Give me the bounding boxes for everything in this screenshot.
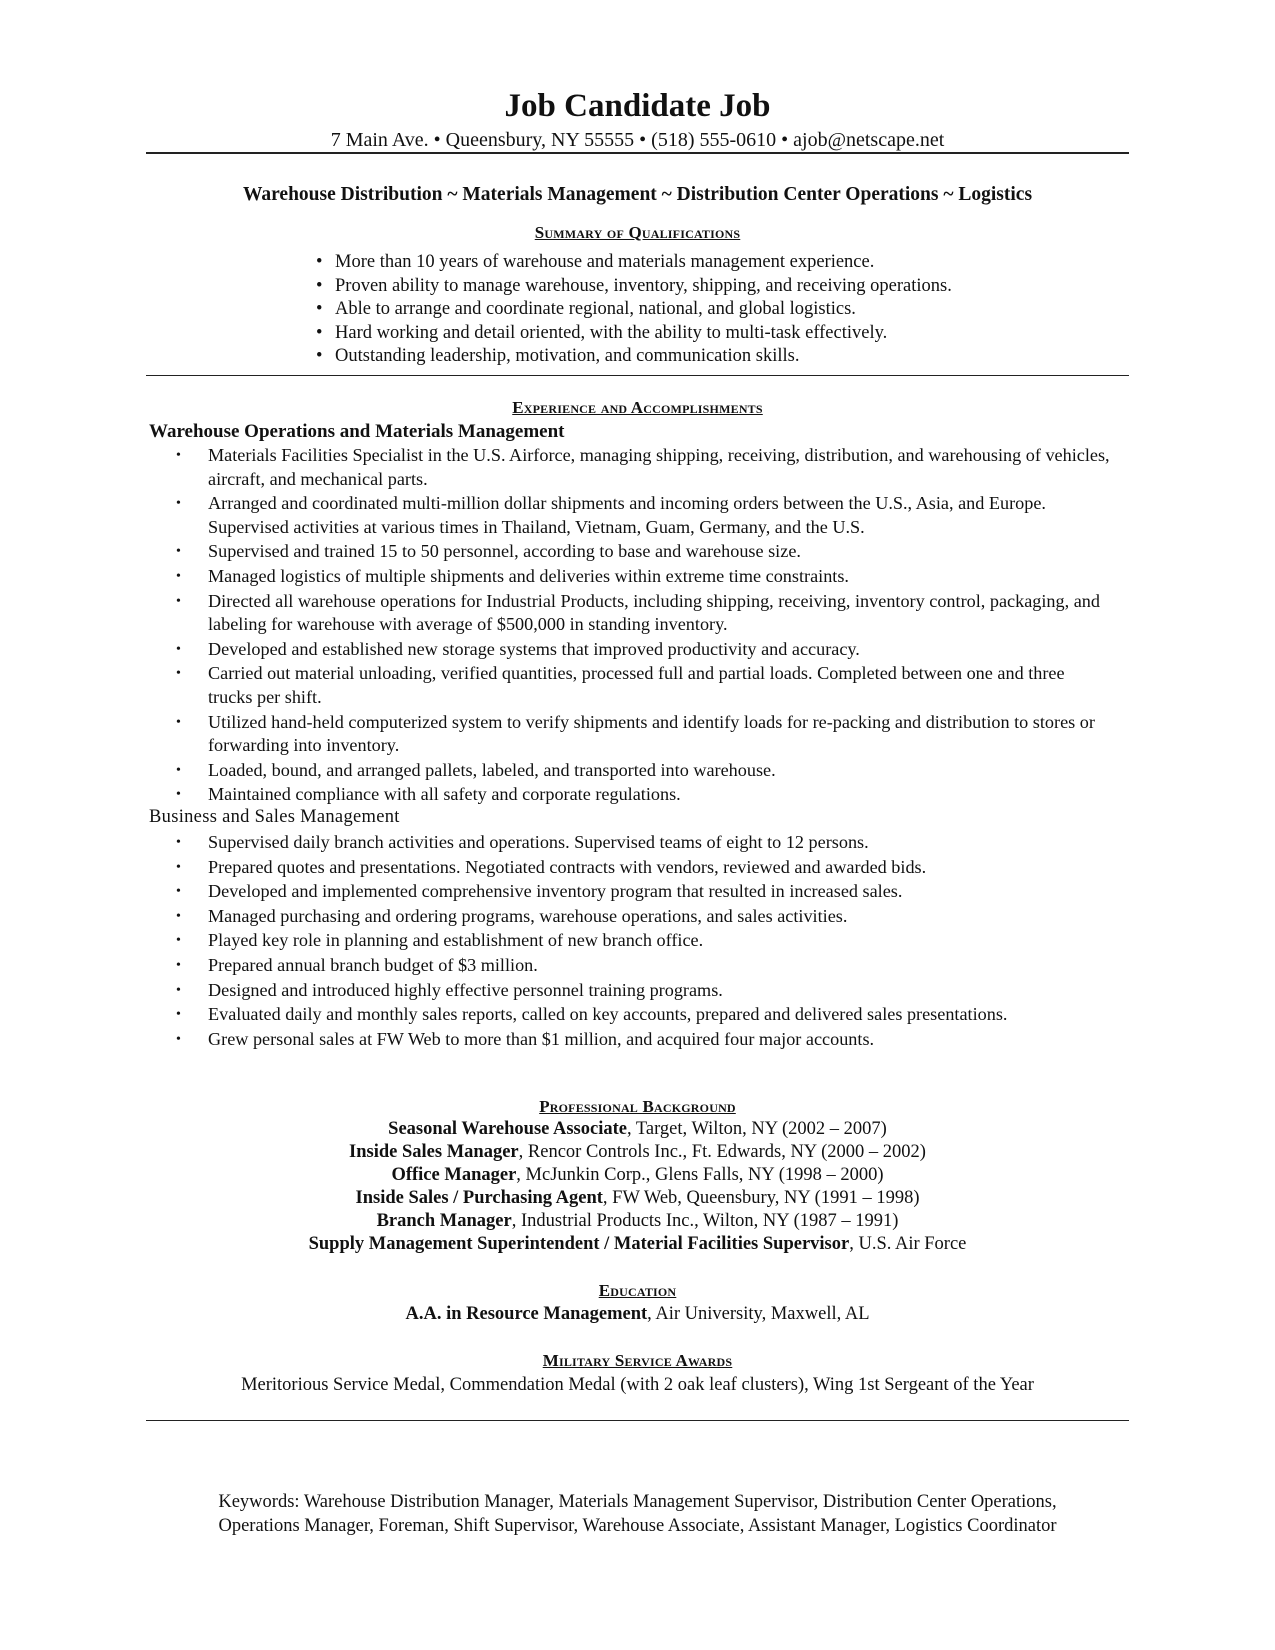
list-item: • Outstanding leadership, motivation, and communication skills. bbox=[316, 346, 800, 366]
education-degree: A.A. in Resource Management, Air University, Maxwell, AL bbox=[405, 1304, 870, 1324]
background-job: Branch Manager, Industrial Products Inc., Wilton, NY (1987 – 1991) bbox=[376, 1211, 899, 1231]
background-job: Seasonal Warehouse Associate, Target, Wilton, NY (2002 – 2007) bbox=[388, 1119, 887, 1139]
summary-list bbox=[316, 251, 952, 369]
summary-divider bbox=[146, 375, 1129, 376]
list-item: • Loaded, bound, and arranged pallets, labeled, and transported into warehouse. bbox=[176, 759, 776, 780]
list-item: • Materials Facilities Specialist in the U.S. Airforce, managing shipping, receiving, distribution, and warehousing of vehicles, aircraft, and mechanical parts. bbox=[176, 445, 1110, 489]
list-item: • Carried out material unloading, verified quantities, processed full and partial loads. Completed between one and three trucks per shift. bbox=[176, 663, 1065, 707]
military-awards: Meritorious Service Medal, Commendation Medal (with 2 oak leaf clusters), Wing 1st Sergeant of the Year bbox=[241, 1375, 1034, 1395]
list-item: • Prepared quotes and presentations. Negotiated contracts with vendors, reviewed and awarded bids. bbox=[176, 856, 927, 877]
list-item: • Developed and implemented comprehensive inventory program that resulted in increased sales. bbox=[176, 881, 903, 902]
background-job: Inside Sales Manager, Rencor Controls Inc., Ft. Edwards, NY (2000 – 2002) bbox=[349, 1142, 926, 1162]
military-title: Military Service Awards bbox=[542, 1351, 733, 1370]
list-item: • Directed all warehouse operations for Industrial Products, including shipping, receiving, inventory control, packaging, and labeling for warehouse with average of $500,000 in standing inventory. bbox=[176, 590, 1100, 635]
list-item: • Managed logistics of multiple shipments and deliveries within extreme time constraints. bbox=[176, 565, 849, 586]
contact-line: 7 Main Ave. • Queensbury, NY 55555 • (518) 555-0610 • ajob@netscape.net bbox=[330, 129, 945, 151]
list-item: • Designed and introduced highly effective personnel training programs. bbox=[176, 979, 723, 1000]
education-title: Education bbox=[598, 1281, 677, 1300]
experience-title: Experience and Accomplishments bbox=[512, 398, 763, 417]
candidate-name: Job Candidate Job bbox=[504, 88, 771, 124]
list-item: • More than 10 years of warehouse and materials management experience. bbox=[316, 252, 875, 272]
background-job: Inside Sales / Purchasing Agent, FW Web, Queensbury, NY (1991 – 1998) bbox=[355, 1188, 920, 1208]
experience-group-heading: Warehouse Operations and Materials Management bbox=[149, 421, 565, 442]
experience-list-business bbox=[176, 831, 1111, 1052]
list-item: • Supervised and trained 15 to 50 personnel, according to base and warehouse size. bbox=[176, 541, 801, 562]
list-item: • Supervised daily branch activities and operations. Supervised teams of eight to 12 persons. bbox=[176, 832, 869, 852]
list-item: • Managed purchasing and ordering programs, warehouse operations, and sales activities. bbox=[176, 905, 848, 926]
list-item: • Evaluated daily and monthly sales reports, called on key accounts, prepared and delivered sales presentations. bbox=[176, 1004, 1008, 1025]
footer-divider bbox=[146, 1420, 1129, 1421]
keywords-line: Keywords: Warehouse Distribution Manager, Materials Management Supervisor, Distribution Center Operations, bbox=[218, 1492, 1057, 1512]
list-item: • Utilized hand-held computerized system to verify shipments and identify loads for re-packing and distribution to stores or forwarding into inventory. bbox=[176, 711, 1095, 756]
headline: Warehouse Distribution ~ Materials Management ~ Distribution Center Operations ~ Logistics bbox=[242, 184, 1033, 205]
keywords-line: Operations Manager, Foreman, Shift Supervisor, Warehouse Associate, Assistant Manager, Logistics Coordinator bbox=[218, 1516, 1057, 1536]
keywords bbox=[0, 1490, 1275, 1538]
list-item: • Prepared annual branch budget of $3 million. bbox=[176, 954, 538, 975]
header-divider bbox=[146, 152, 1129, 154]
experience-group-heading: Business and Sales Management bbox=[149, 807, 400, 827]
summary-title: Summary of Qualifications bbox=[534, 223, 741, 242]
background-job: Supply Management Superintendent / Material Facilities Supervisor, U.S. Air Force bbox=[308, 1234, 967, 1254]
background-job: Office Manager, McJunkin Corp., Glens Falls, NY (1998 – 2000) bbox=[391, 1165, 884, 1185]
background-title: Professional Background bbox=[539, 1097, 736, 1116]
list-item: • Hard working and detail oriented, with the ability to multi-task effectively. bbox=[316, 322, 888, 343]
list-item: • Developed and established new storage systems that improved productivity and accuracy. bbox=[176, 638, 860, 659]
list-item: • Played key role in planning and establishment of new branch office. bbox=[176, 930, 704, 951]
list-item: • Able to arrange and coordinate regional, national, and global logistics. bbox=[316, 299, 856, 319]
list-item: • Arranged and coordinated multi-million dollar shipments and incoming orders between the U.S., Asia, and Europe. Supervised activities at various times in Thailand, Vietnam, Guam, Germany, and the U.S. bbox=[176, 493, 1046, 537]
list-item: • Proven ability to manage warehouse, inventory, shipping, and receiving operations. bbox=[316, 275, 952, 296]
list-item: • Maintained compliance with all safety and corporate regulations. bbox=[176, 784, 681, 805]
list-item: • Grew personal sales at FW Web to more than $1 million, and acquired four major accounts. bbox=[176, 1028, 875, 1049]
experience-list-warehouse bbox=[176, 444, 1111, 808]
